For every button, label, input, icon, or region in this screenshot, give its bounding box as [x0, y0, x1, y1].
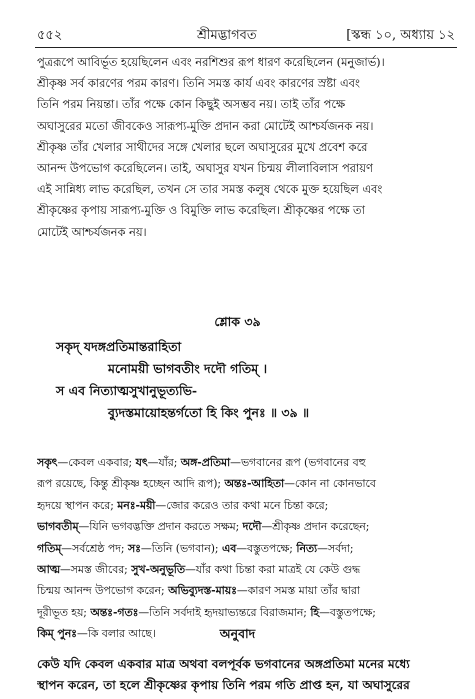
gloss-text: —তিনি (ভগবান);	[140, 541, 222, 555]
gloss-text: —বস্তুতপক্ষে;	[236, 541, 297, 555]
gloss-text: —যাঁর কথা চিন্তা করা মাত্রই যে কেউ গুদ্ধ	[184, 563, 360, 577]
purport-line: আনন্দ উপভোগ করেছিলেন। তাই, অঘাসুর যখন চিন্ময় লীলাবিলাস পরায়ণ	[37, 161, 373, 176]
running-header	[37, 26, 455, 46]
purport-line: মোটেই আশ্চর্যজনক নয়।	[37, 224, 147, 239]
sanskrit-term: মনঃ-ময়ী	[117, 498, 156, 512]
sanskrit-term: নিত্য	[296, 541, 318, 555]
synonym-line	[37, 452, 449, 473]
gloss-text: —বস্তুতপক্ষে;	[319, 605, 376, 619]
purport-line: শ্রীকৃষ্ণের কৃপায় সারূপ্য-মুক্তি ও বিমুক্তি লাভ করেছিল। শ্রীকৃষ্ণের পক্ষে তা	[37, 203, 365, 218]
sanskrit-term: সঃ	[127, 541, 141, 555]
verse-line: ব্যুদস্তমায়োহন্তর্গতো হি কিং পুনঃ ॥ ৩৯ ॥	[108, 405, 310, 420]
sanskrit-term: যৎ	[135, 456, 148, 469]
gloss-text: রূপ রয়েছে, কিন্তু শ্রীকৃষ্ণ হচ্ছেন আদি রূপ);	[37, 477, 225, 491]
gloss-text: —সমস্ত জীবের;	[60, 563, 132, 577]
translation-text	[37, 654, 449, 696]
gloss-text: —যাঁর;	[147, 456, 181, 469]
verse-line: স এব নিত্যাত্মসুখানুভূত্যভি-	[56, 383, 198, 398]
gloss-text: —কোন না কোনভাবে	[284, 477, 376, 491]
gloss-text: দূরীভূত হয়;	[37, 605, 91, 619]
purport-paragraph	[37, 52, 449, 243]
translation-heading: অনুবাদ	[219, 626, 256, 641]
synonyms-section	[37, 452, 449, 645]
sanskrit-term: সকৃৎ	[37, 456, 58, 469]
gloss-text: —জোর করেও তার কথা মনে চিন্তা করে;	[155, 498, 329, 512]
gloss-text: চিন্ময় আনন্দ উপভোগ করেন;	[37, 584, 169, 598]
translation-line: কেউ যদি কেবল একবার মাত্র অথবা বলপূর্বক ভগবানের অঙ্গপ্রতিমা মনের মধ্যে	[37, 657, 410, 671]
sanskrit-term: ভাগবতীম্	[37, 520, 79, 534]
purport-line: অঘাসুরের মতো জীবকেও সারূপ্য-মুক্তি প্রদান করা মোটেই আশ্চর্যজনক নয়।	[37, 118, 374, 133]
synonym-line	[37, 516, 449, 537]
purport-line: তিনি পরম নিয়ন্তা। তাঁর পক্ষে কোন কিছুই অসম্ভব নয়। তাই তাঁর পক্ষে	[37, 97, 346, 112]
sanskrit-term: অভিব্যুদস্ত-মায়ঃ	[168, 584, 237, 598]
purport-line: এই সান্নিধ্য লাভ করেছিল, তখন সে তার সমস্ত কলুষ থেকে মুক্ত হয়েছিল এবং	[37, 182, 383, 197]
synonym-line	[37, 580, 449, 601]
gloss-text: —সর্বদা;	[317, 541, 354, 555]
sanskrit-term: কিম্ পুনঃ	[37, 627, 77, 641]
sanskrit-term: অন্তঃ-গতঃ	[90, 605, 139, 619]
sanskrit-term: অন্তঃ-আহিতা	[224, 477, 285, 491]
purport-line: পুত্ররূপে আবির্ভূত হয়েছিলেন এবং নরশিশুর রূপ ধারণ করেছিলেন (মনুজার্ভ)।	[37, 55, 385, 69]
gloss-text: —যিনি ভগবদ্ভক্তি প্রদান করতে সক্ষম;	[78, 520, 243, 534]
gloss-text: হৃদয়ে স্থাপন করে;	[37, 498, 118, 512]
book-title: শ্রীমদ্ভাগবত	[197, 28, 257, 43]
verse-line: সকৃদ্ যদঙ্গপ্রতিমান্তরাহিতা	[56, 339, 182, 354]
gloss-text: —তিনি সর্বদাই হৃদয়াভ্যন্তরে বিরাজমান;	[138, 605, 311, 619]
gloss-text: —কারণ সমস্ত মায়া তাঁর দ্বারা	[236, 584, 360, 598]
gloss-text: —শ্রীকৃষ্ণ প্রদান করেছেন;	[261, 520, 370, 534]
gloss-text: —কি বলার আছে।	[76, 627, 156, 641]
gloss-text: —কেবল একবার;	[57, 456, 136, 469]
purport-line: শ্রীকৃষ্ণ সর্ব কারণের পরম কারণ। তিনি সমস্ত কার্য এবং কারণের স্রষ্টা এবং	[37, 76, 360, 91]
page-number: ৫৫২	[37, 28, 63, 43]
chapter-reference: [স্কন্ধ ১০, অধ্যায় ১২	[346, 28, 455, 43]
gloss-text: —ভগবানের রূপ (ভগবানের বহু	[230, 456, 366, 469]
sanskrit-term: এব	[221, 541, 237, 555]
translation-line: স্থাপন করেন, তা হলে শ্রীকৃষ্ণের কৃপায় তিনি পরম গতি প্রাপ্ত হন, যা অঘাসুরের	[37, 678, 410, 692]
sanskrit-term: সুখ-অনুভূতি	[131, 563, 185, 577]
synonym-line	[37, 538, 449, 559]
sanskrit-term: হি	[310, 605, 320, 619]
synonym-line	[37, 559, 449, 580]
synonym-line	[37, 495, 449, 516]
verse-line: মনোময়ী ভাগবতীং দদৌ গতিম্ ।	[108, 361, 268, 376]
synonym-line	[37, 602, 449, 623]
synonym-line	[37, 473, 449, 494]
sanskrit-term: অঙ্গ-প্রতিমা	[180, 456, 231, 469]
sanskrit-term: আত্ম	[37, 563, 60, 577]
purport-line: শ্রীকৃষ্ণ তাঁর খেলার সাথীদের সঙ্গে খেলার ছলে অঘাসুরের মুখে প্রবেশ করে	[37, 139, 368, 154]
verse-heading: শ্লোক ৩৯	[214, 314, 261, 329]
gloss-text: —সর্বশ্রেষ্ঠ পদ;	[61, 541, 128, 555]
sanskrit-term: দদৌ	[242, 520, 262, 534]
header-rule	[35, 47, 457, 48]
sanskrit-term: গতিম্	[37, 541, 62, 555]
